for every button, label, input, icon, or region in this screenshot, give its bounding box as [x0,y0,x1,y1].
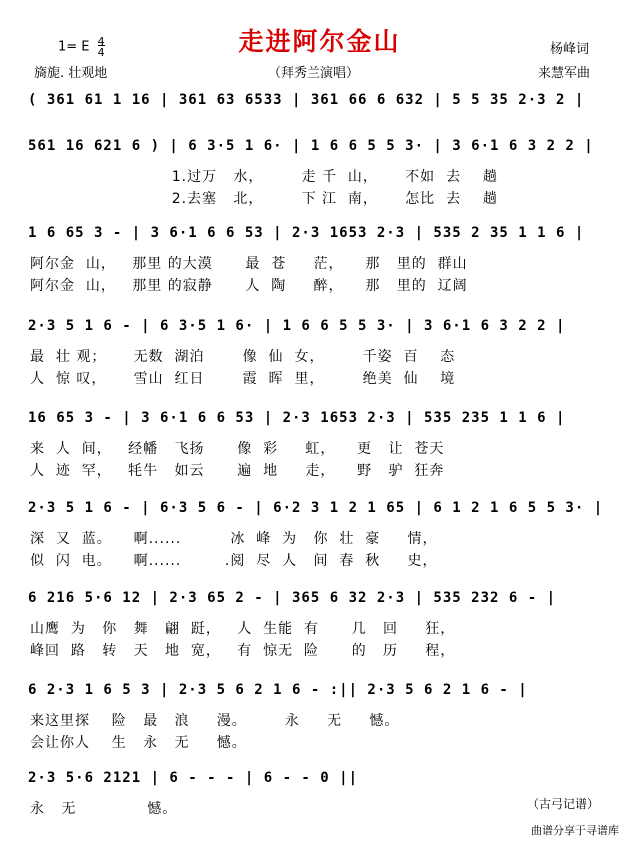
lyric-line: 来这里探 险 最 浪 漫。 永 无 憾。 [30,713,400,729]
tempo-marking: 旖旎. 壮观地 [34,66,108,81]
singer: （拜秀兰演唱） [268,66,360,81]
lyric-line: 峰回 路 转 天 地 宽， 有 惊无 险 的 历 程， [30,643,456,659]
notation-line [28,225,603,249]
lyricist: 杨峰词 [550,42,590,57]
notation-line [28,770,603,794]
notation-text: 6 2·3 1 6 5 3 | 2·3 5 6 2 1 6 - :|| 2·3 5 6 2 1 6 - | [28,682,528,698]
notation-text: 16 65 3 - | 3 6·1 6 6 53 | 2·3 1653 2·3 | 535 235 1 1 6 | [28,410,566,426]
lyric-line: 阿尔金 山， 那里 的寂静 人 陶 醉， 那 里的 辽阔 [30,278,468,294]
notation-line [28,318,603,342]
lyric-line: 深 又 蓝。 啊...... 冰 峰 为 你 壮 豪 情， [30,531,438,547]
lyric-line: 永 无 憾。 [30,801,178,817]
notation-line [28,500,603,524]
notation-line [28,92,603,116]
notation-text: 2·3 5 1 6 - | 6 3·5 1 6· | 1 6 6 5 5 3· | 3 6·1 6 3 2 2 | [28,318,566,334]
lyric-line: 山鹰 为 你 舞 翩 跹， 人 生能 有 几 回 狂， [30,621,456,637]
composer: 来慧军曲 [538,66,591,81]
lyric-line: 会让你人 生 永 无 憾。 [30,735,247,751]
notation-line [28,138,603,162]
lyric-line: 2.去塞 北， 下 江 南， 怎比 去 趟 [30,191,498,207]
time-bottom: 4 [97,46,105,59]
source-watermark: 曲谱分享于寻谱库 [531,824,619,837]
lyric-line: 最 壮 观； 无数 湖泊 像 仙 女， 千姿 百 态 [30,349,456,365]
lyric-line: 人 迹 罕， 牦牛 如云 遍 地 走， 野 驴 狂奔 [30,463,445,479]
lyric-line: 人 惊 叹， 雪山 红日 霞 晖 里， 绝美 仙 境 [30,371,456,387]
notation-text: 2·3 5 1 6 - | 6·3 5 6 - | 6·2 3 1 2 1 65 | 6 1 2 1 6 5 5 3· | [28,500,604,516]
notation-text: ( 361 61 1 16 | 361 63 6533 | 361 66 6 632 | 5 5 35 2·3 2 | [28,92,585,108]
time-top: 4 [97,35,105,48]
lyric-line: 阿尔金 山， 那里 的大漠 最 苍 茫， 那 里的 群山 [30,256,468,272]
lyric-line: 似 闪 电。 啊...... .阅 尽 人 间 春 秋 史， [30,553,438,569]
lyric-line: 来 人 间， 经幡 飞扬 像 彩 虹， 更 让 苍天 [30,441,445,457]
notation-text: 1 6 65 3 - | 3 6·1 6 6 53 | 2·3 1653 2·3 | 535 2 35 1 1 6 | [28,225,585,241]
notation-line [28,682,603,706]
notation-line [28,590,603,614]
key-text: 1= E [58,39,90,55]
page-title: 走进阿尔金山 [238,27,401,56]
notation-line [28,410,603,434]
notation-text: 6 216 5·6 12 | 2·3 65 2 - | 365 6 32 2·3 | 535 232 6 - | [28,590,557,606]
notation-text: 2·3 5·6 2121 | 6 - - - | 6 - - 0 || [28,770,359,786]
lyric-line: 1.过万 水， 走 千 山， 不如 去 趟 [30,169,498,185]
recorder-note: （古弓记谱） [526,797,599,811]
notation-text: 561 16 621 6 ) | 6 3·5 1 6· | 1 6 6 5 5 3· | 3 6·1 6 3 2 2 | [28,138,594,154]
